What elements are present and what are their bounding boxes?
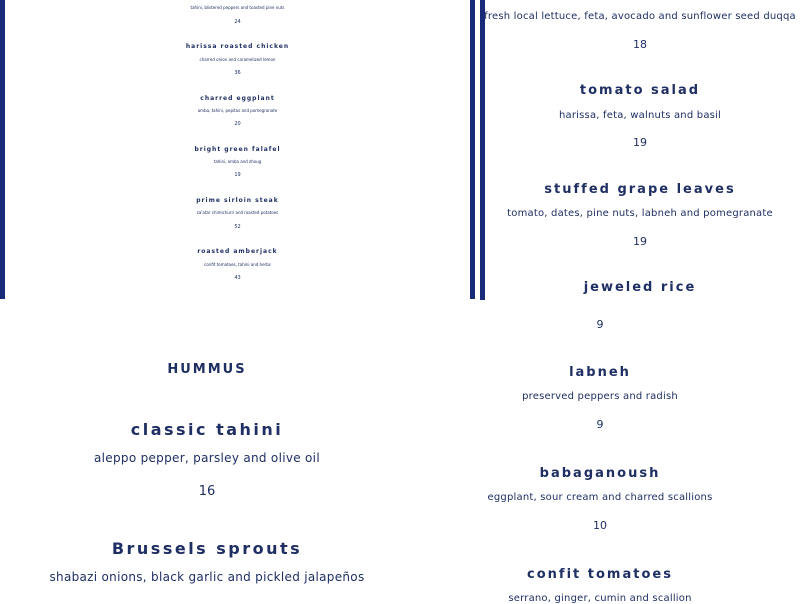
item-description: tomato, dates, pine nuts, labneh and pomegranate: [507, 208, 773, 219]
item-description: tahini, blistered peppers and toasted pine nuts: [190, 5, 285, 10]
item-title: prime sirloin steak: [196, 197, 279, 204]
item-title: bright green falafel: [194, 146, 281, 153]
item-price: 19: [633, 136, 647, 149]
item-description: tahini, amba and zhoug: [213, 159, 262, 164]
item-title: labneh: [569, 365, 631, 380]
item-description: confit tomatoes, tahini and herbs: [204, 262, 271, 267]
item-price: 20: [234, 121, 241, 127]
item-description: za'atar chimichurri and roasted potatoes: [196, 210, 279, 215]
item-description: fresh local lettuce, feta, avocado and sunflower seed duqqa: [484, 11, 796, 22]
item-title: tomato salad: [579, 83, 701, 98]
item-price: 9: [596, 418, 604, 431]
item-description: aleppo pepper, parsley and olive oil: [94, 451, 320, 465]
item-description: shabazi onions, black garlic and pickled jalapeños: [49, 570, 365, 584]
item-description: charred onion and caramelized lemon: [199, 57, 276, 62]
section-heading: HUMMUS: [167, 362, 247, 377]
item-price: 19: [633, 235, 647, 248]
item-price: 36: [234, 70, 241, 76]
item-price: 18: [633, 38, 647, 51]
item-title: jeweled rice: [583, 280, 697, 295]
item-price: 10: [593, 519, 607, 532]
item-title: roasted amberjack: [197, 248, 278, 255]
item-description: amba, tahini, pepitas and pomegranate: [197, 108, 278, 113]
item-price: 24: [234, 19, 241, 25]
item-title: babaganoush: [539, 466, 661, 481]
item-price: 19: [234, 172, 241, 178]
item-price: 16: [198, 484, 216, 499]
item-price: 43: [234, 275, 241, 281]
item-title: classic tahini: [130, 420, 284, 439]
item-description: serrano, ginger, cumin and scallion: [508, 593, 692, 604]
item-title: Brussels sprouts: [111, 539, 303, 558]
item-price: 9: [596, 318, 604, 331]
item-title: confit tomatoes: [527, 567, 673, 582]
item-price: 52: [234, 224, 241, 230]
item-title: stuffed grape leaves: [544, 182, 736, 197]
mains-panel: [0, 0, 475, 299]
item-description: preserved peppers and radish: [522, 391, 678, 402]
item-title: charred eggplant: [200, 95, 275, 102]
item-description: eggplant, sour cream and charred scallions: [487, 492, 713, 503]
item-title: harissa roasted chicken: [185, 43, 290, 50]
salads-panel: [480, 0, 800, 300]
item-description: harissa, feta, walnuts and basil: [558, 110, 722, 121]
